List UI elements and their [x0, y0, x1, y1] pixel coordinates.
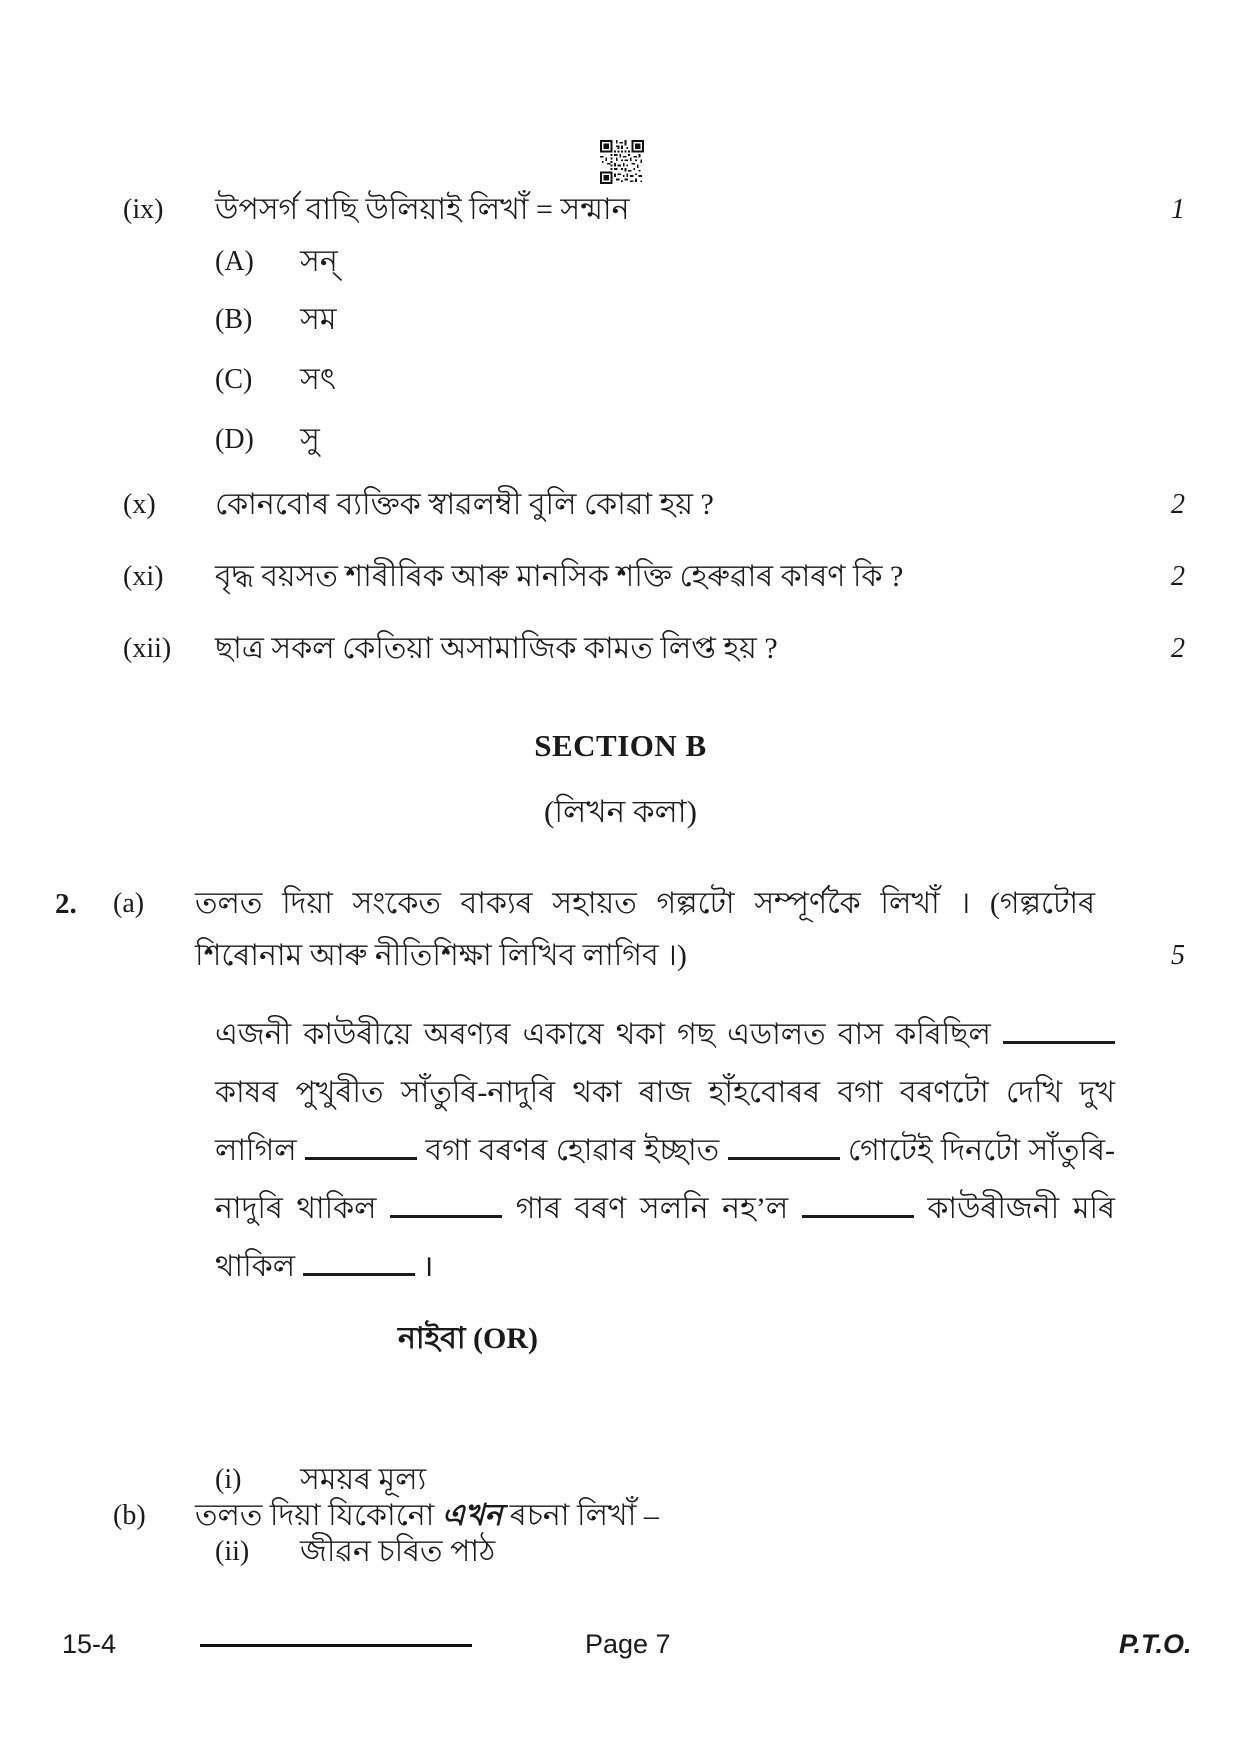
option-label: (C)	[215, 364, 253, 395]
marks-value: 5	[1171, 940, 1185, 971]
essay-item-text: সময়ৰ মূল্য	[300, 1463, 427, 1496]
blank-line	[728, 1154, 840, 1160]
blank-line	[303, 1270, 415, 1276]
essay-item-row	[215, 1458, 426, 1502]
essay-item-text: জীৱন চৰিত পাঠ	[300, 1535, 496, 1568]
question-text: বৃদ্ধ বয়সত শাৰীৰিক আৰু মানসিক শক্তি হেৰুৱাৰ কাৰণ কি ?	[215, 560, 904, 593]
footer-paper-code: 15-4	[62, 1629, 117, 1659]
marks-value: 2	[1171, 489, 1185, 520]
footer-pto: P.T.O.	[1119, 1629, 1192, 1659]
essay-item-row	[215, 1530, 495, 1574]
option-row	[215, 358, 336, 402]
option-text: সন্	[300, 245, 338, 278]
sub-question-label: (a)	[113, 888, 145, 919]
question-2a-text: তলত দিয়া সংকেত বাক্যৰ সহায়ত গল্পটো সম্পূৰ্ণকৈ লিখাঁ । (গল্পটোৰ শিৰোনাম আৰু নীতিশিক্ষা লিখিব লাগিব ।)	[195, 887, 1095, 972]
question-2a-row	[55, 878, 1185, 982]
question-2b-text-before: তলত দিয়া যিকোনো	[195, 1499, 435, 1532]
story-segment: গাৰ বৰণ সলনি নহ’ল	[515, 1192, 789, 1225]
option-text: সম	[300, 303, 337, 336]
question-text: ছাত্ৰ সকল কেতিয়া অসামাজিক কামত লিপ্ত হয় ?	[215, 632, 778, 665]
marks-value: 1	[1171, 194, 1185, 225]
section-b-subtitle: (লিখন কলা)	[543, 794, 697, 829]
question-label: (ix)	[123, 194, 164, 225]
story-paragraph	[215, 1006, 1115, 1296]
option-row	[215, 418, 320, 462]
question-2b-text-emphasis: এখন	[441, 1499, 503, 1532]
blank-line	[390, 1212, 502, 1218]
story-segment: বগা বৰণৰ হোৱাৰ ইচ্ছাত	[425, 1134, 720, 1167]
story-segment: গোটেই দিনটো সাঁতুৰি-নাদুৰি থাকিল	[215, 1134, 1116, 1225]
blank-line	[802, 1212, 914, 1218]
section-b-title: SECTION B	[534, 728, 707, 763]
marks-value: 2	[1171, 633, 1185, 664]
option-label: (A)	[215, 246, 254, 277]
question-row-xi	[123, 555, 1185, 599]
footer-page-number: Page 7	[585, 1629, 671, 1659]
option-label: (D)	[215, 424, 254, 455]
option-text: সু	[300, 423, 320, 456]
option-label: (B)	[215, 304, 253, 335]
question-number: 2.	[55, 888, 77, 920]
footer-rule	[200, 1644, 472, 1647]
question-row-x	[123, 483, 1185, 527]
option-text: সৎ	[300, 363, 336, 396]
option-row	[215, 240, 338, 284]
question-text: কোনবোৰ ব্যক্তিক স্বাৱলম্বী বুলি কোৱা হয় ?	[215, 488, 714, 521]
story-segment: এজনী কাউৰীয়ে অৰণ্যৰ একাষে থকা গছ এডালত বাস কৰিছিল	[215, 1018, 991, 1051]
question-label: (xi)	[123, 561, 164, 592]
sub-question-label: (b)	[113, 1500, 146, 1531]
story-segment: কাষৰ পুখুৰীত সাঁতুৰি-নাদুৰি থকা ৰাজ হাঁহবোৰৰ বগা বৰণটো দেখি দুখ লাগিল	[215, 1076, 1115, 1167]
question-row-ix	[123, 188, 1185, 232]
blank-line	[305, 1154, 417, 1160]
essay-item-label: (i)	[215, 1464, 242, 1495]
question-label: (x)	[123, 489, 156, 520]
blank-line	[1003, 1038, 1115, 1044]
question-label: (xii)	[123, 633, 172, 664]
or-divider: নাইবা (OR)	[397, 1322, 539, 1355]
qr-code-icon	[600, 139, 644, 185]
story-segment: কাউৰীজনী মৰি থাকিল	[215, 1192, 1116, 1283]
story-terminator: ।	[422, 1250, 434, 1283]
question-row-xii	[123, 627, 1185, 671]
option-row	[215, 298, 336, 342]
question-text: উপসৰ্গ বাছি উলিয়াই লিখাঁ = সন্মান	[215, 193, 630, 226]
marks-value: 2	[1171, 561, 1185, 592]
question-2b-text-after: ৰচনা লিখাঁ –	[509, 1499, 659, 1532]
essay-item-label: (ii)	[215, 1536, 250, 1567]
